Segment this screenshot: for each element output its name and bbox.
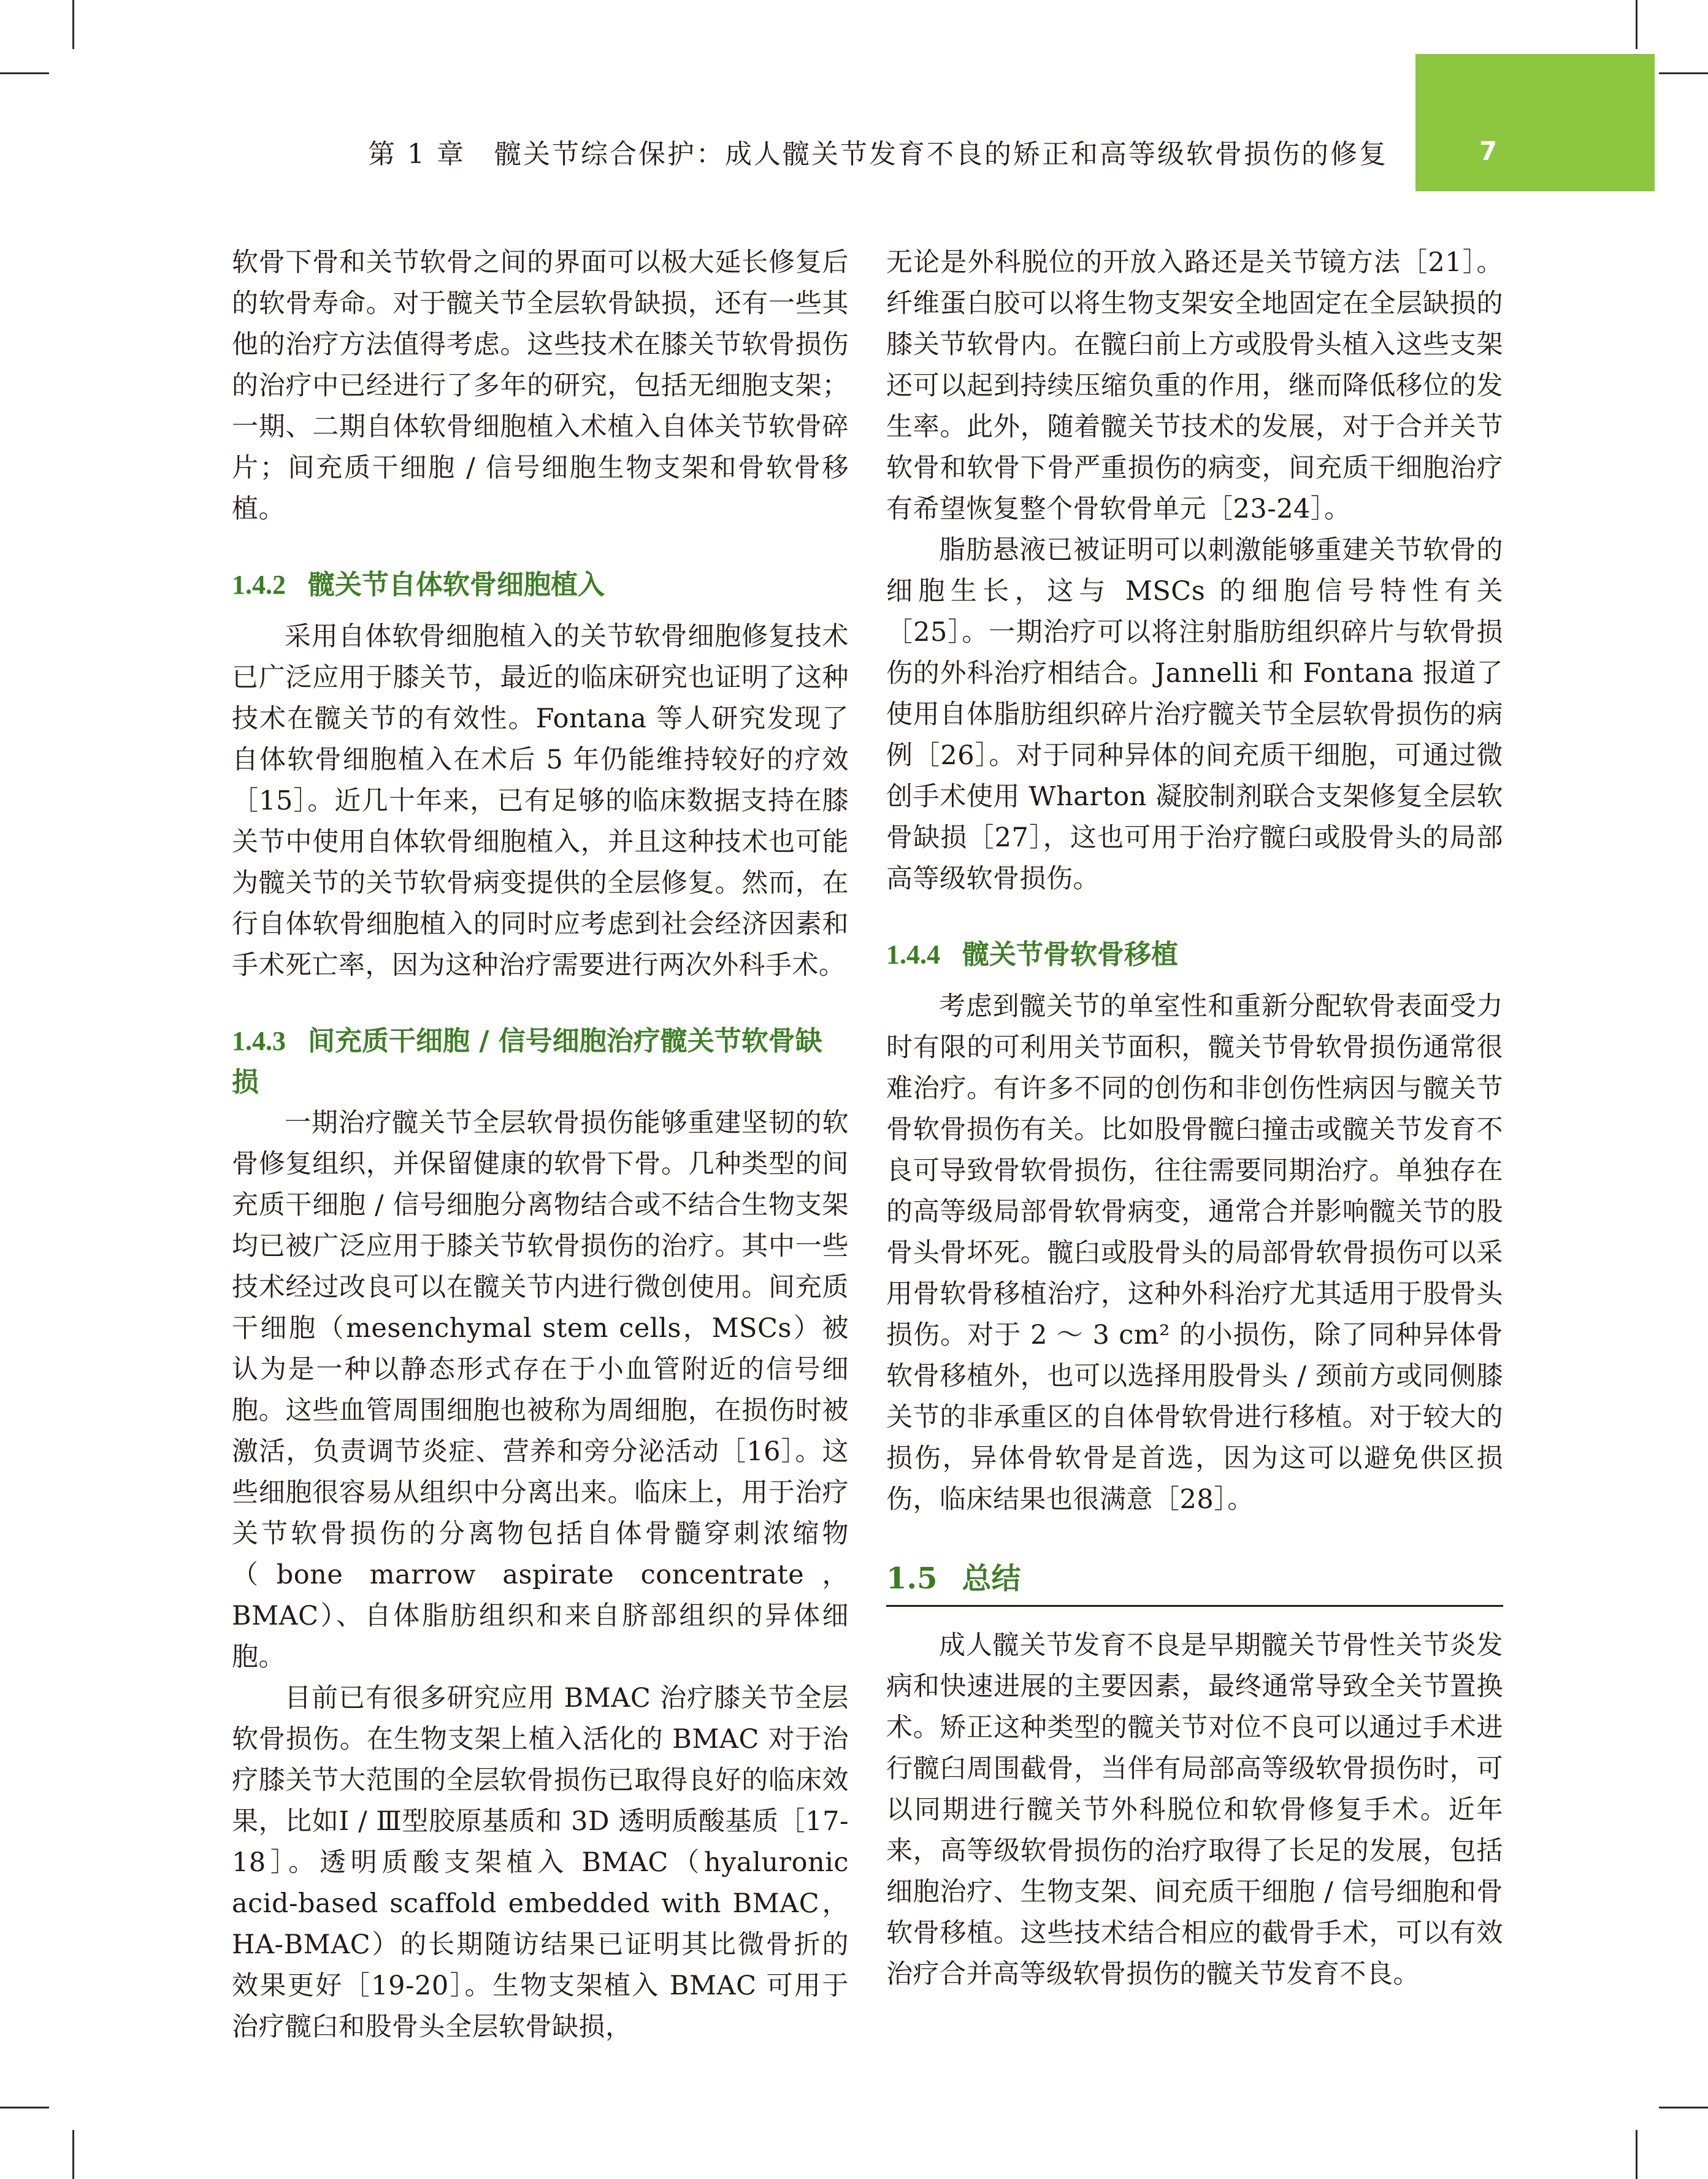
section-title: 间充质干细胞 / 信号细胞治疗髋关节软骨缺损	[232, 1025, 822, 1098]
crop-mark	[0, 72, 49, 74]
paragraph: 成人髋关节发育不良是早期髋关节骨性关节炎发病和快速进展的主要因素，最终通常导致全关节置换术。矫正这种类型的髋关节对位不良可以通过手术进行髋臼周围截骨，当伴有局部高等级软骨损伤时，可以同期进行髋关节外科脱位和软骨修复手术。近年来，高等级软骨损伤的治疗取得了长足的发展，包括细胞治疗、生物支架、间充质干细胞 / 信号细胞和骨软骨移植。这些技术结合相应的截骨手术，可以有效治疗合并高等级软骨损伤的髋关节发育不良。	[886, 1630, 1503, 1989]
section-number: 1.4.3	[232, 1026, 286, 1056]
paragraph: 脂肪悬液已被证明可以刺激能够重建关节软骨的细胞生长，这与 MSCs 的细胞信号特性有关［25］。一期治疗可以将注射脂肪组织碎片与软骨损伤的外科治疗相结合。Jannelli 和 Fontana 报道了使用自体脂肪组织碎片治疗髋关节全层软骨损伤的病例［26］。对于同种异体的间充质干细胞，可通过微创手术使用 Wharton 凝胶制剂联合支架修复全层软骨缺损［27］，这也可用于治疗髋臼或股骨头的局部高等级软骨损伤。	[886, 535, 1503, 894]
section-heading-1-5	[886, 1557, 1503, 1607]
section-number: 1.4.4	[886, 940, 940, 970]
section-heading-1-4-4	[886, 934, 1503, 975]
crop-mark	[1659, 72, 1708, 74]
paragraph: 考虑到髋关节的单室性和重新分配软骨表面受力时有限的可利用关节面积，髋关节骨软骨损伤通常很难治疗。有许多不同的创伤和非创伤性病因与髋关节骨软骨损伤有关。比如股骨髋臼撞击或髋关节发育不良可导致骨软骨损伤，往往需要同期治疗。单独存在的高等级局部骨软骨病变，通常合并影响髋关节的股骨头骨坏死。髋臼或股骨头的局部骨软骨损伤可以采用骨软骨移植治疗，这种外科治疗尤其适用于股骨头损伤。对于 2 ～ 3 cm² 的小损伤，除了同种异体骨软骨移植外，也可以选择用股骨头 / 颈前方或同侧膝关节的非承重区的自体骨软骨进行移植。对于较大的损伤，异体骨软骨是首选，因为这可以避免供区损伤，临床结果也很满意［28］。	[886, 991, 1503, 1515]
paragraph: 采用自体软骨细胞植入的关节软骨细胞修复技术已广泛应用于膝关节，最近的临床研究也证明了这种技术在髋关节的有效性。Fontana 等人研究发现了自体软骨细胞植入在术后 5 年仍能维持较好的疗效［15］。近几十年来，已有足够的临床数据支持在膝关节中使用自体软骨细胞植入，并且这种技术也可能为髋关节的关节软骨病变提供的全层修复。然而，在行自体软骨细胞植入的同时应考虑到社会经济因素和手术死亡率，因为这种治疗需要进行两次外科手术。	[232, 621, 849, 981]
page-number-tab	[1415, 54, 1655, 191]
crop-mark	[1659, 2107, 1708, 2108]
section-title: 总结	[962, 1561, 1021, 1596]
page-number: 7	[1479, 136, 1498, 166]
crop-mark	[72, 2130, 74, 2179]
section-number: 1.5	[886, 1561, 938, 1596]
section-number: 1.4.2	[232, 570, 286, 600]
crop-mark	[1636, 2130, 1637, 2179]
crop-mark	[1636, 0, 1637, 49]
section-title: 髋关节自体软骨细胞植入	[308, 569, 605, 600]
crop-mark	[72, 0, 74, 49]
paragraph: 软骨下骨和关节软骨之间的界面可以极大延长修复后的软骨寿命。对于髋关节全层软骨缺损，还有一些其他的治疗方法值得考虑。这些技术在膝关节软骨损伤的治疗中已经进行了多年的研究，包括无细胞支架；一期、二期自体软骨细胞植入术植入自体关节软骨碎片；间充质干细胞 / 信号细胞生物支架和骨软骨移植。	[232, 247, 849, 524]
section-heading-1-4-2	[232, 564, 849, 605]
section-title: 髋关节骨软骨移植	[962, 939, 1178, 970]
section-heading-1-4-3	[232, 1021, 849, 1103]
paragraph: 无论是外科脱位的开放入路还是关节镜方法［21］。纤维蛋白胶可以将生物支架安全地固定在全层缺损的膝关节软骨内。在髋臼前上方或股骨头植入这些支架还可以起到持续压缩负重的作用，继而降低移位的发生率。此外，随着髋关节技术的发展，对于合并关节软骨和软骨下骨严重损伤的病变，间充质干细胞治疗有希望恢复整个骨软骨单元［23-24］。	[886, 247, 1503, 524]
crop-mark	[0, 2107, 49, 2108]
paragraph: 目前已有很多研究应用 BMAC 治疗膝关节全层软骨损伤。在生物支架上植入活化的 BMAC 对于治疗膝关节大范围的全层软骨损伤已取得良好的临床效果，比如Ⅰ / Ⅲ型胶原基质和 3D 透明质酸基质［17-18］。透明质酸支架植入 BMAC（hyaluronic acid-based scaffold embedded with BMAC，HA-BMAC）的长期随访结果已证明其比微骨折的效果更好［19-20］。生物支架植入 BMAC 可用于治疗髋臼和股骨头全层软骨缺损，	[232, 1683, 849, 2042]
running-header: 第 1 章 髋关节综合保护：成人髋关节发育不良的矫正和高等级软骨损伤的修复	[368, 139, 1388, 170]
paragraph: 一期治疗髋关节全层软骨损伤能够重建坚韧的软骨修复组织，并保留健康的软骨下骨。几种类型的间充质干细胞 / 信号细胞分离物结合或不结合生物支架均已被广泛应用于膝关节软骨损伤的治疗。其中一些技术经过改良可以在髋关节内进行微创使用。间充质干细胞（mesenchymal stem cells，MSCs）被认为是一种以静态形式存在于小血管附近的信号细胞。这些血管周围细胞也被称为周细胞，在损伤时被激活，负责调节炎症、营养和旁分泌活动［16］。这些细胞很容易从组织中分离出来。临床上，用于治疗关节软骨损伤的分离物包括自体骨髓穿刺浓缩物（bone marrow aspirate concentrate，BMAC）、自体脂肪组织和来自脐部组织的异体细胞。	[232, 1108, 849, 1672]
right-column	[886, 242, 1503, 1995]
left-column	[232, 242, 849, 2048]
